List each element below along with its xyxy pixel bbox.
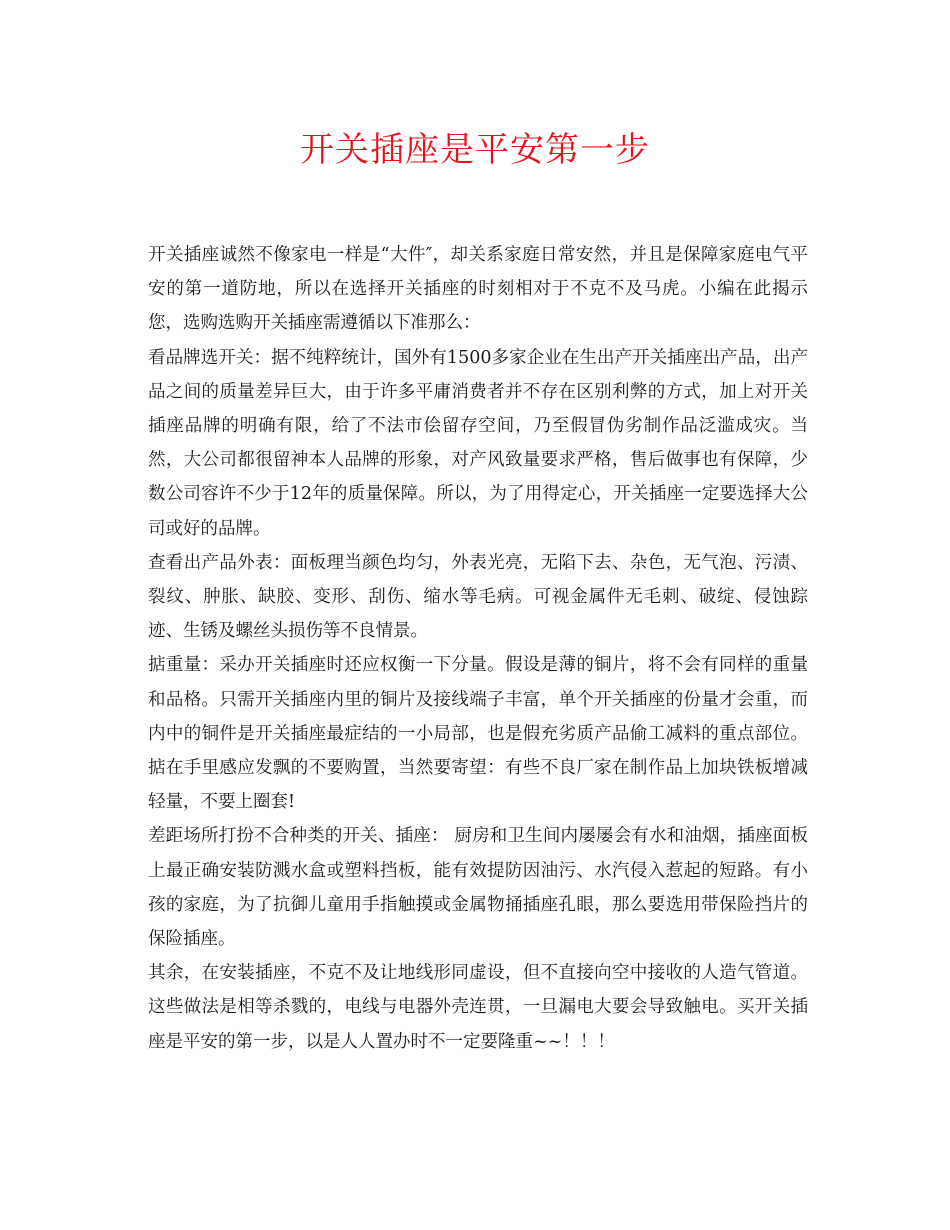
- paragraph-location: 差距场所打扮不合种类的开关、插座： 厨房和卫生间内屡屡会有水和油烟，插座面板上最正确安装防溅水盒或塑料挡板，能有效提防因油污、水汽侵入惹起的短路。有小孩的家庭，为了抗御儿童用手指触摸或金属物捅插座孔眼，那么要选用带保险挡片的保险插座。: [148, 826, 808, 950]
- paragraph-intro: 开关插座诚然不像家电一样是“大件″，却关系家庭日常安然，并且是保障家庭电气平安的第一道防地，所以在选择开关插座的时刻相对于不克不及马虎。小编在此揭示您，选购选购开关插座需遵循以下准那么：: [148, 245, 808, 334]
- paragraph-brand: 看品牌选开关：据不纯粹统计，国外有1500多家企业在生出产开关插座出产品，出产品之间的质量差异巨大，由于许多平庸消费者并不存在区别利弊的方式，加上对开关插座品牌的明确有限，给了不法市侩留存空间，乃至假冒伪劣制作品泛滥成灾。当然，大公司都很留神本人品牌的形象，对产风致量要求严格，售后做事也有保障，少数公司容许不少于12年的质量保障。所以，为了用得定心，开关插座一定要选择大公司或好的品牌。: [148, 347, 808, 539]
- document-title: 开关插座是平安第一步: [300, 130, 650, 170]
- document-body: [148, 238, 808, 1059]
- paragraph-appearance: 查看出产品外表：面板理当颜色均匀，外表光亮，无陷下去、杂色，无气泡、污渍、裂纹、肿胀、缺胶、变形、刮伤、缩水等毛病。可视金属件无毛刺、破绽、侵蚀踪迹、生锈及螺丝头损伤等不良情景。: [148, 552, 808, 642]
- paragraph-weight: 掂重量：采办开关插座时还应权衡一下分量。假设是薄的铜片，将不会有同样的重量和品格。只需开关插座内里的铜片及接线端子丰富，单个开关插座的份量才会重，而内中的铜件是开关插座最症结的一小局部，也是假充劣质产品偷工减料的重点部位。掂在手里感应发飘的不要购置，当然要寄望：有些不良厂家在制作品上加块铁板增减轻量，不要上圈套!: [148, 655, 808, 813]
- paragraph-conclusion: 其余，在安装插座，不克不及让地线形同虚设，但不直接向空中接收的人造气管道。这些做法是相等杀戮的，电线与电器外壳连贯，一旦漏电大要会导致触电。买开关插座是平安的第一步，以是人人置办时不一定要隆重~~！！！: [148, 963, 808, 1052]
